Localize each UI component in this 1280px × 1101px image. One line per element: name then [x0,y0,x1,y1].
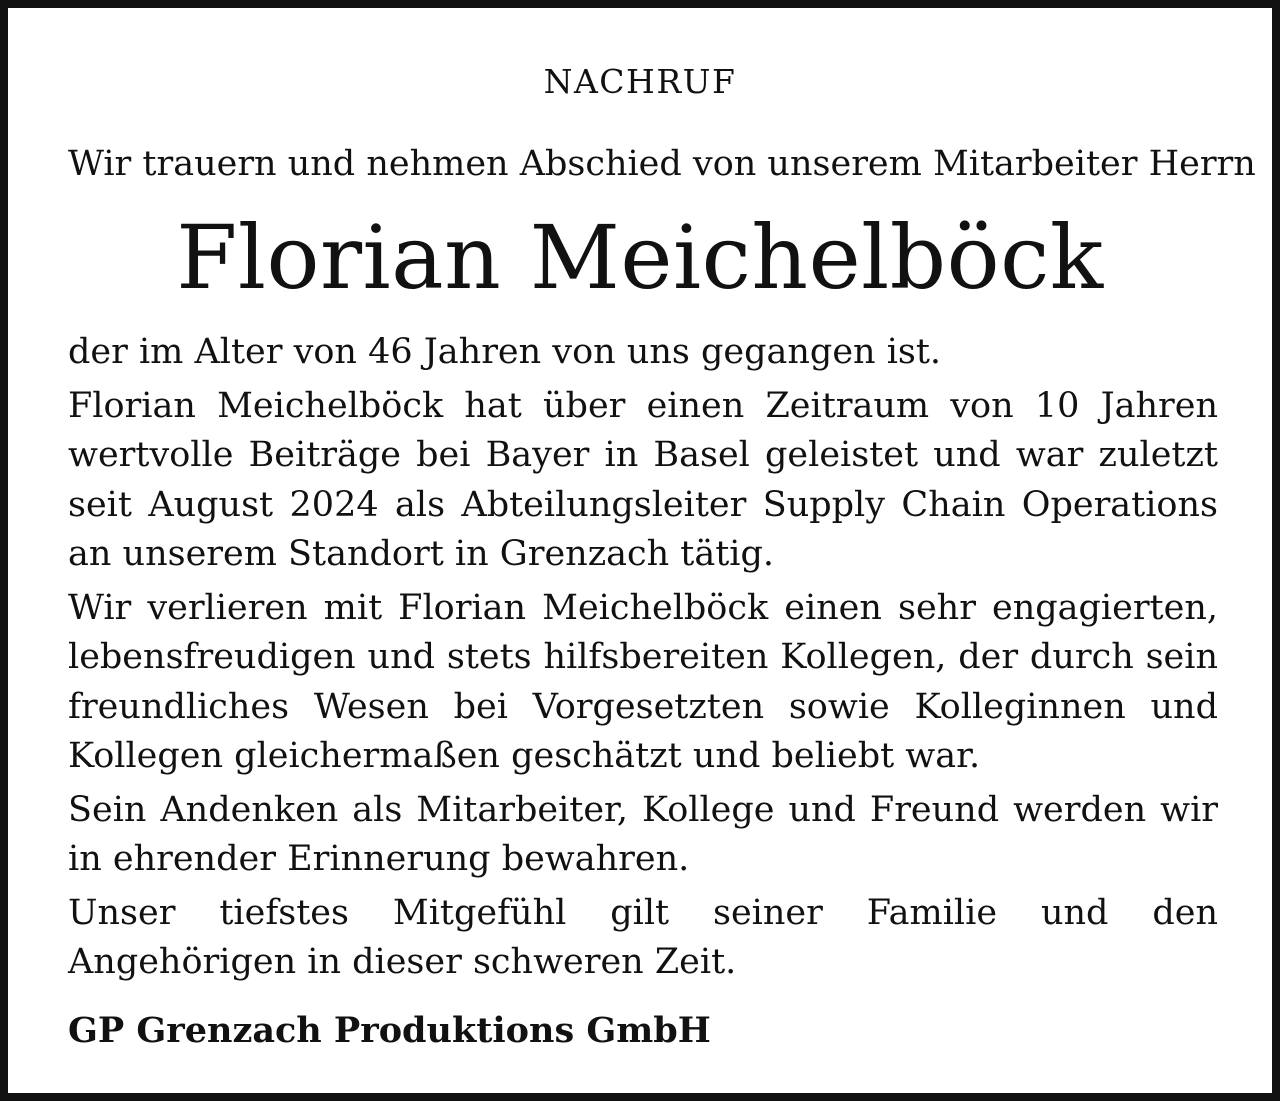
notice-body [68,328,1218,992]
age-paragraph: der im Alter von 46 Jahren von uns gegangen ist. [68,332,942,372]
memory-paragraph: Sein Andenken als Mitarbeiter, Kollege und Freund werden wir in ehrender Erinnerung bewahren. [68,789,1218,879]
tribute-paragraph: Wir verlieren mit Florian Meichelböck einen sehr engagierten, lebensfreudigen und stets hilfsbereiten Kollegen, der durch sein freundliches Wesen bei Vorgesetzten sowie Kolleginnen und Kollegen gleichermaßen geschätzt und beliebt war. [68,587,1218,776]
intro-line: Wir trauern und nehmen Abschied von unserem Mitarbeiter Herrn [68,144,1256,184]
deceased-name: Florian Meichelböck [176,206,1104,309]
notice-heading: NACHRUF [543,62,737,101]
career-paragraph: Florian Meichelböck hat über einen Zeitraum von 10 Jahren wertvolle Beiträge bei Bayer in Basel geleistet und war zuletzt seit August 2024 als Abteilungsleiter Supply Chain Operations an unserem Standort in Grenzach tätig. [68,385,1218,574]
condolence-paragraph: Unser tiefstes Mitgefühl gilt seiner Familie und den Angehörigen in dieser schweren Zeit. [68,892,1218,982]
company-signature: GP Grenzach Produktions GmbH [68,1010,711,1051]
